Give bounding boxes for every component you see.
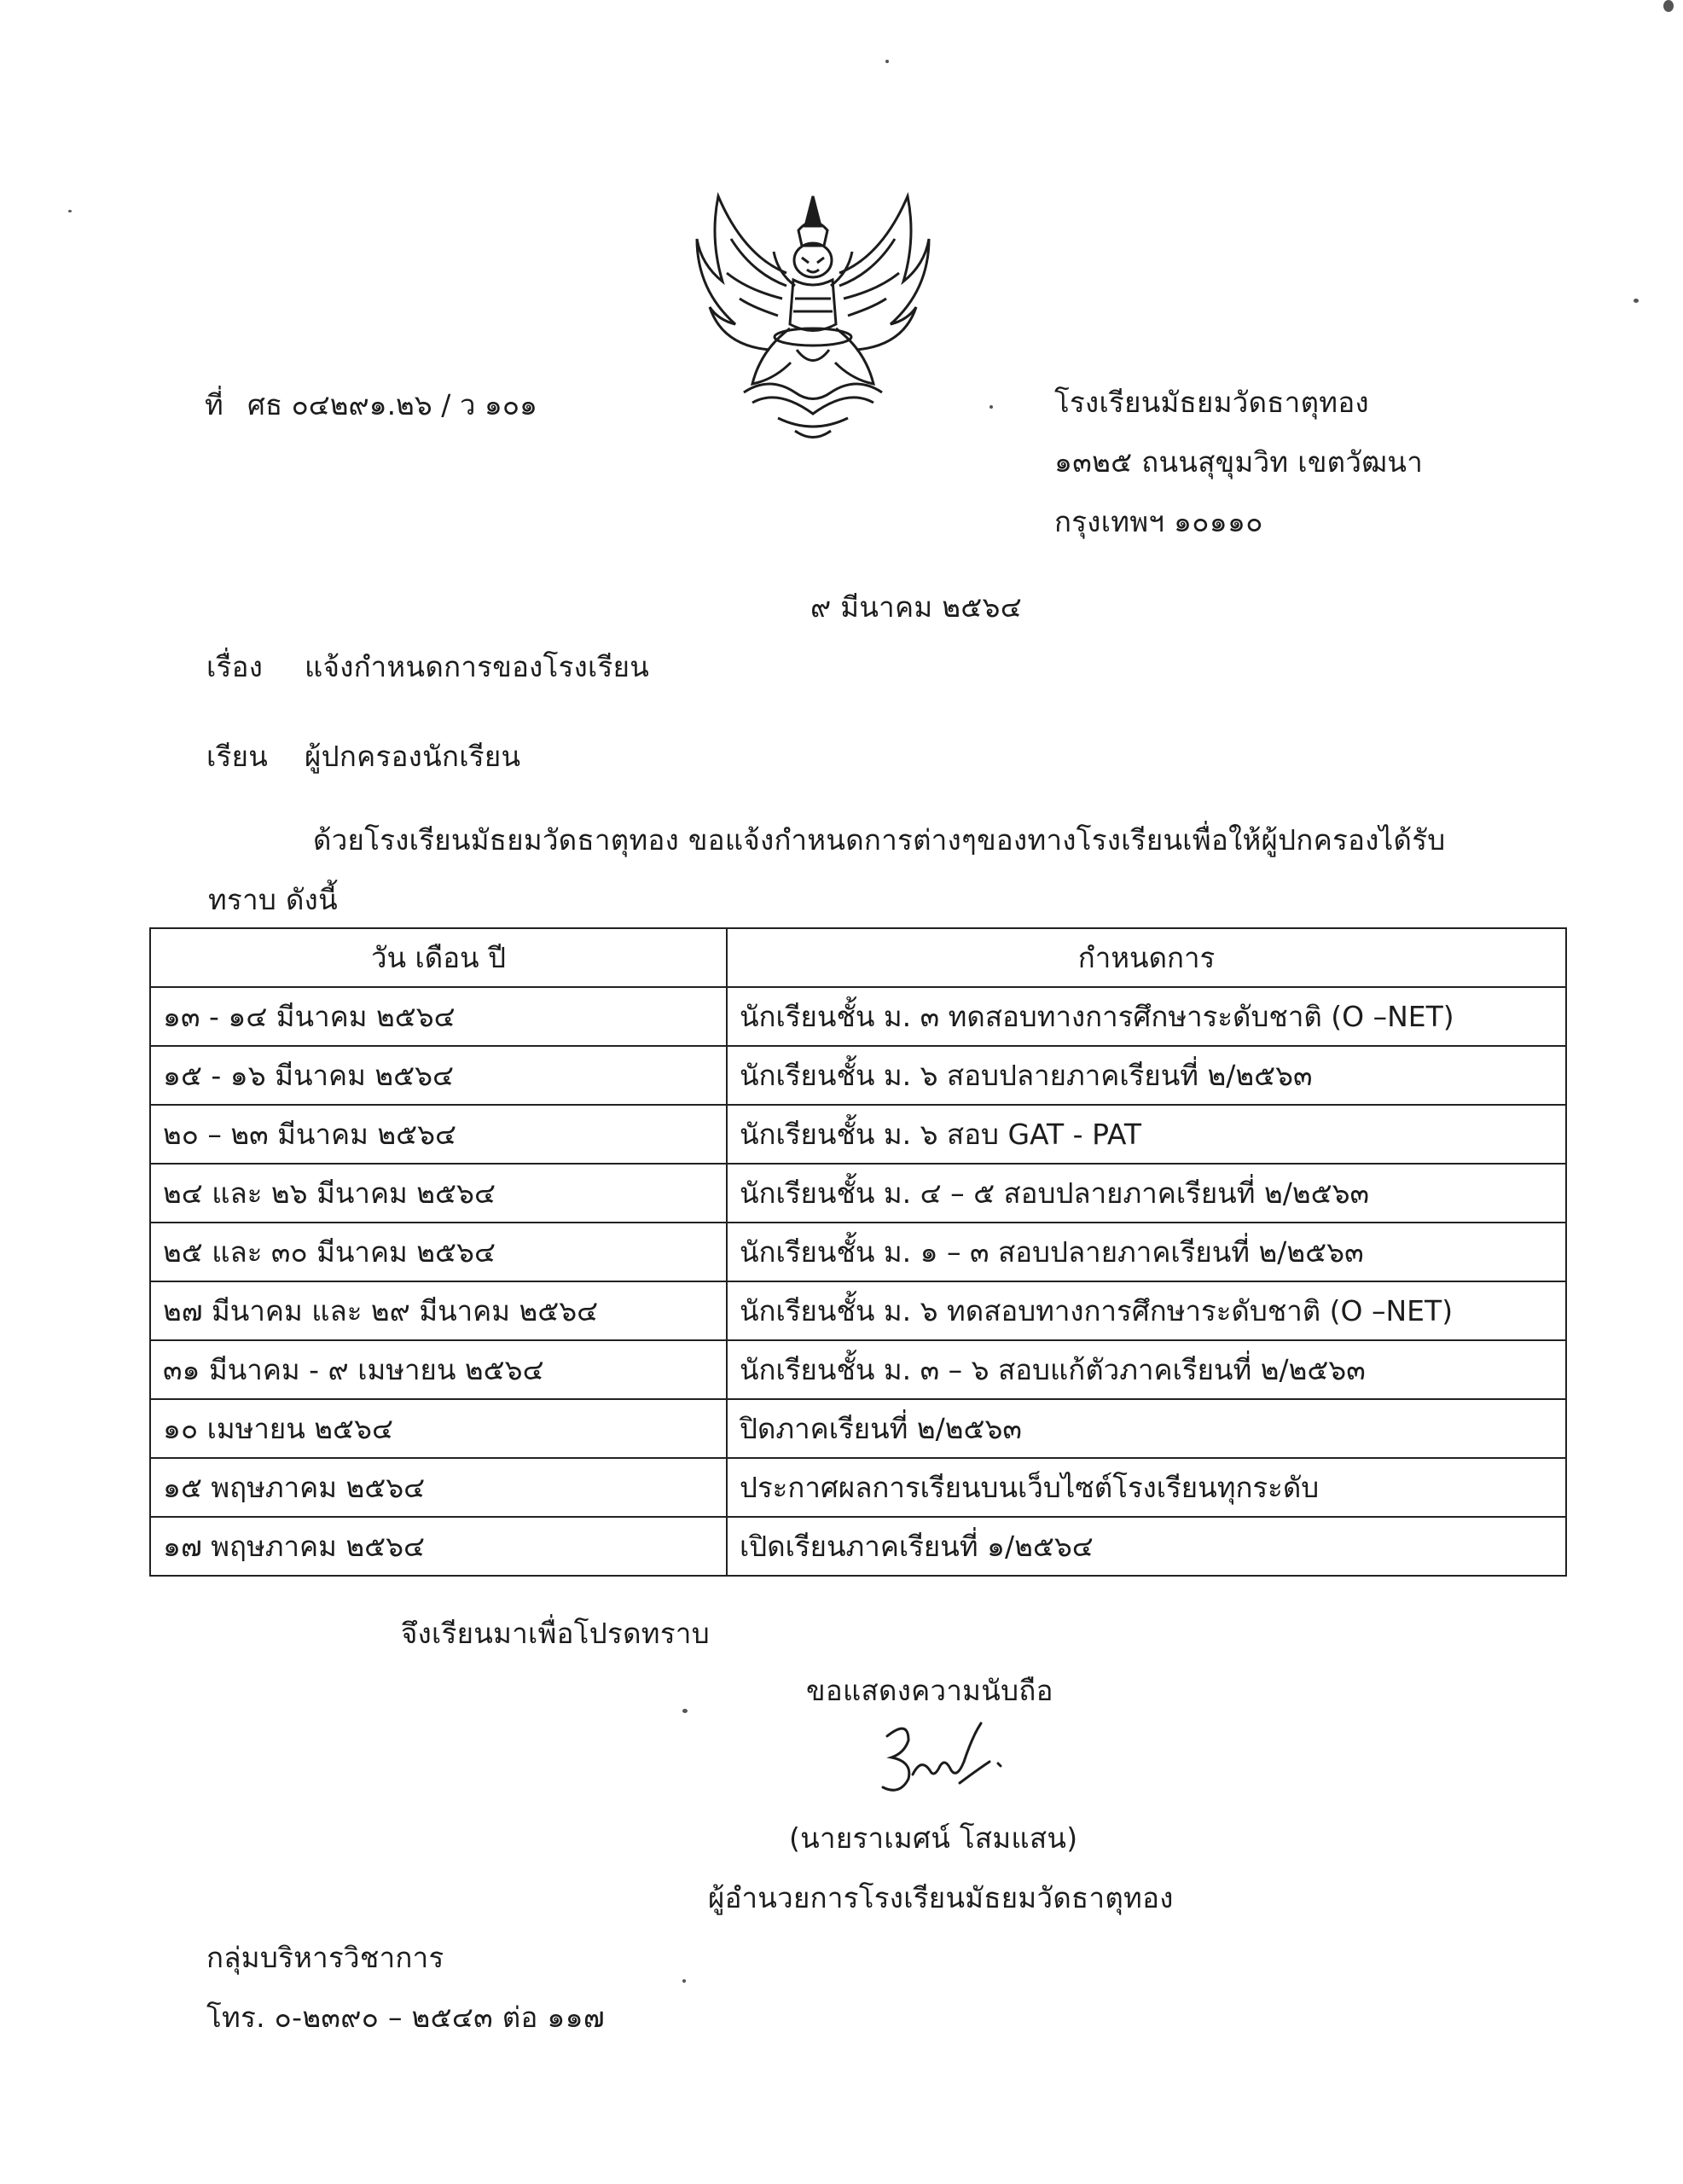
row-date: ๑๕ - ๑๖ มีนาคม ๒๕๖๔ [150, 1046, 727, 1105]
row-date: ๒๗ มีนาคม และ ๒๙ มีนาคม ๒๕๖๔ [150, 1281, 727, 1340]
school-name: โรงเรียนมัธยมวัดธาตุทอง [1054, 386, 1369, 419]
reference-label: ที่ [205, 388, 223, 421]
signer-name: (นายราเมศน์ โสมแสน) [789, 1821, 1078, 1855]
table-row [150, 1340, 1566, 1399]
scan-speck [68, 210, 72, 212]
table-row [150, 1281, 1566, 1340]
header-date: วัน เดือน ปี [150, 928, 727, 987]
row-event: นักเรียนชั้น ม. ๖ ทดสอบทางการศึกษาระดับชาติ (O –NET) [727, 1281, 1566, 1340]
table-row [150, 1105, 1566, 1164]
row-event: เปิดเรียนภาคเรียนที่ ๑/๒๕๖๔ [727, 1517, 1566, 1576]
scan-speck [989, 405, 993, 409]
row-event: นักเรียนชั้น ม. ๑ – ๓ สอบปลายภาคเรียนที่ ๒/๒๕๖๓ [727, 1223, 1566, 1281]
signer-position: ผู้อำนวยการโรงเรียนมัธยมวัดธาตุทอง [708, 1881, 1174, 1914]
address-line-1: ๑๓๒๕ ถนนสุขุมวิท เขตวัฒนา [1054, 445, 1424, 479]
department-name: กลุ่มบริหารวิชาการ [206, 1941, 444, 1974]
table-row [150, 1223, 1566, 1281]
scan-speck [682, 1979, 686, 1983]
handwritten-signature [862, 1711, 1015, 1804]
row-date: ๒๐ – ๒๓ มีนาคม ๒๕๖๔ [150, 1105, 727, 1164]
garuda-emblem-icon [693, 179, 933, 445]
address-line-2: กรุงเทพฯ ๑๐๑๑๐ [1054, 505, 1263, 538]
table-row [150, 1399, 1566, 1458]
row-date: ๒๔ และ ๒๖ มีนาคม ๒๕๖๔ [150, 1164, 727, 1223]
row-date: ๑๓ - ๑๔ มีนาคม ๒๕๖๔ [150, 987, 727, 1046]
recipient-label: เรียน [206, 740, 269, 773]
row-date: ๑๗ พฤษภาคม ๒๕๖๔ [150, 1517, 727, 1576]
scan-speck [682, 1709, 688, 1713]
table-row [150, 1046, 1566, 1105]
table-row [150, 987, 1566, 1046]
row-date: ๑๕ พฤษภาคม ๒๕๖๔ [150, 1458, 727, 1517]
regards-text: ขอแสดงความนับถือ [806, 1674, 1053, 1707]
body-paragraph-line-1: ด้วยโรงเรียนมัธยมวัดธาตุทอง ขอแจ้งกำหนดการต่างๆของทางโรงเรียนเพื่อให้ผู้ปกครองได้รับ [313, 823, 1446, 857]
row-event: นักเรียนชั้น ม. ๖ สอบ GAT - PAT [727, 1105, 1566, 1164]
row-event: ประกาศผลการเรียนบนเว็บไซต์โรงเรียนทุกระดับ [727, 1458, 1566, 1517]
table-row [150, 1164, 1566, 1223]
row-event: นักเรียนชั้น ม. ๓ – ๖ สอบแก้ตัวภาคเรียนที่ ๒/๒๕๖๓ [727, 1340, 1566, 1399]
row-date: ๒๕ และ ๓๐ มีนาคม ๒๕๖๔ [150, 1223, 727, 1281]
reference-number: ศธ ๐๔๒๙๑.๒๖ / ว ๑๐๑ [247, 388, 537, 421]
subject-label: เรื่อง [206, 650, 264, 683]
closing-line: จึงเรียนมาเพื่อโปรดทราบ [401, 1617, 710, 1650]
scan-speck [1634, 299, 1639, 303]
row-date: ๑๐ เมษายน ๒๕๖๔ [150, 1399, 727, 1458]
header-event: กำหนดการ [727, 928, 1566, 987]
row-event: ปิดภาคเรียนที่ ๒/๒๕๖๓ [727, 1399, 1566, 1458]
scan-speck [885, 60, 889, 63]
recipient-text: ผู้ปกครองนักเรียน [305, 740, 521, 773]
letter-date: ๙ มีนาคม ๒๕๖๔ [810, 590, 1023, 624]
table-header-row [150, 928, 1566, 987]
row-event: นักเรียนชั้น ม. ๔ – ๕ สอบปลายภาคเรียนที่ ๒/๒๕๖๓ [727, 1164, 1566, 1223]
body-paragraph-line-2: ทราบ ดังนี้ [208, 883, 338, 916]
scan-speck [1663, 0, 1674, 12]
phone-number: โทร. ๐-๒๓๙๐ – ๒๕๔๓ ต่อ ๑๑๗ [206, 2001, 606, 2034]
row-date: ๓๑ มีนาคม - ๙ เมษายน ๒๕๖๔ [150, 1340, 727, 1399]
row-event: นักเรียนชั้น ม. ๖ สอบปลายภาคเรียนที่ ๒/๒๕๖๓ [727, 1046, 1566, 1105]
schedule-table [149, 927, 1567, 1577]
row-event: นักเรียนชั้น ม. ๓ ทดสอบทางการศึกษาระดับชาติ (O –NET) [727, 987, 1566, 1046]
table-row [150, 1517, 1566, 1576]
table-row [150, 1458, 1566, 1517]
subject-text: แจ้งกำหนดการของโรงเรียน [305, 650, 650, 683]
